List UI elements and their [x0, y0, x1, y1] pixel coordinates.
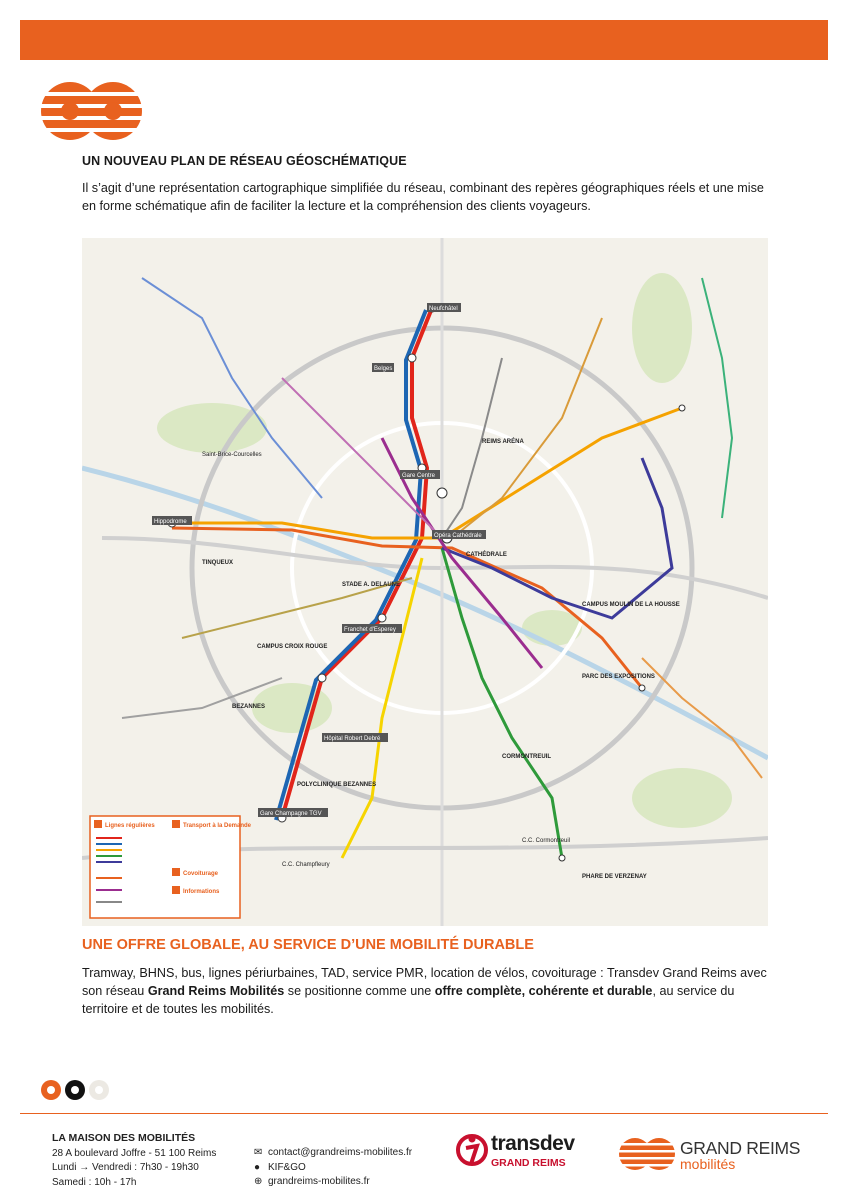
station-opera: Opéra Cathédrale [434, 533, 482, 539]
grand-reims-mark-icon [618, 1136, 676, 1172]
station-champagne: Gare Champagne TGV [260, 811, 322, 817]
label-stade: STADE A. DELAUNE [342, 582, 401, 588]
intro-paragraph: Il s’agit d’une représentation cartographique simplifiée du réseau, combinant des repères géographiques réels et une mise en forme schématique afin de faciliter la lecture et la compréhension des clients voyageurs. [82, 181, 764, 213]
label-phare: PHARE DE VERZENAY [582, 874, 647, 880]
decorative-dots-icon [40, 1079, 110, 1101]
grm-name: GRAND REIMS [680, 1138, 801, 1158]
label-cc-champfleury: C.C. Champfleury [282, 862, 330, 868]
footer-divider [20, 1113, 828, 1114]
station-hippodrome: Hippodrome [154, 519, 187, 525]
section-title-offre: UNE OFFRE GLOBALE, AU SERVICE D’UNE MOBILITÉ DURABLE [82, 937, 534, 953]
section-title-plan: UN NOUVEAU PLAN DE RÉSEAU GÉOSCHÉMATIQUE [82, 154, 407, 168]
transdev-logo [455, 1130, 575, 1172]
maison-title: LA MAISON DES MOBILITÉS [52, 1132, 196, 1144]
station-gare-centre: Gare Centre [402, 473, 436, 479]
maison-hours-sat: Samedi : 10h - 17h [52, 1176, 137, 1188]
map-legend [90, 816, 252, 918]
legend-covoit: Covoiturage [183, 871, 219, 877]
contact-app[interactable]: KIF&GO [268, 1161, 306, 1173]
globe-icon: ⊕ [254, 1176, 263, 1187]
contact-block [254, 1146, 412, 1190]
transdev-name: transdev [491, 1132, 575, 1155]
mail-icon: ✉ [254, 1147, 263, 1158]
legend-lignes: Lignes régulières [105, 823, 155, 829]
label-campus-moulin: CAMPUS MOULIN DE LA HOUSSE [582, 602, 680, 608]
legend-tad: Transport à la Demande [183, 823, 252, 829]
contact-website[interactable]: grandreims-mobilites.fr [268, 1176, 370, 1187]
legend-info: Informations [183, 889, 220, 895]
grand-reims-logo-icon [40, 80, 144, 142]
app-store-icon: ● [254, 1161, 261, 1173]
maison-hours-week: Lundi → Vendredi : 7h30 - 19h30 [52, 1162, 199, 1173]
transdev-sub: GRAND REIMS [491, 1157, 566, 1169]
maison-block [52, 1131, 216, 1190]
grm-sub: mobilités [680, 1156, 736, 1172]
offre-paragraph: Tramway, BHNS, bus, lignes périurbaines, TAD, service PMR, location de vélos, covoiturage : Transdev Grand Reims avec son réseau Grand Reims Mobilités se positionne comme une offre complète, cohérente et durable, au service du territoire et de toutes les mobilités. [82, 966, 767, 1016]
label-reims-arena: REIMS ARÉNA [482, 439, 524, 445]
station-hopital: Hôpital Robert Debré [324, 736, 381, 742]
label-cormontreuil: CORMONTREUIL [502, 754, 551, 760]
label-cathedrale: CATHÉDRALE [466, 552, 507, 558]
network-map [82, 238, 768, 926]
transdev-mark-icon [455, 1130, 489, 1170]
maison-address: 28 A boulevard Joffre - 51 100 Reims [52, 1147, 217, 1159]
label-tinqueux: TINQUEUX [202, 560, 234, 566]
label-parc-expo: PARC DES EXPOSITIONS [582, 674, 655, 680]
label-saint-brice: Saint-Brice-Courcelles [202, 452, 262, 458]
station-franchet: Franchet d'Esperey [344, 627, 396, 633]
label-bezannes: BEZANNES [232, 704, 266, 710]
station-neufchatel: Neufchâtel [429, 306, 458, 312]
label-cc-cormontreuil: C.C. Cormontreuil [522, 838, 571, 844]
grand-reims-mobilites-logo [618, 1136, 808, 1174]
label-polyclinique: POLYCLINIQUE BEZANNES [297, 782, 377, 788]
top-orange-band [20, 20, 828, 60]
station-belges: Belges [374, 366, 393, 372]
contact-email[interactable]: contact@grandreims-mobilites.fr [268, 1147, 413, 1158]
label-campus-croix: CAMPUS CROIX ROUGE [257, 644, 328, 650]
